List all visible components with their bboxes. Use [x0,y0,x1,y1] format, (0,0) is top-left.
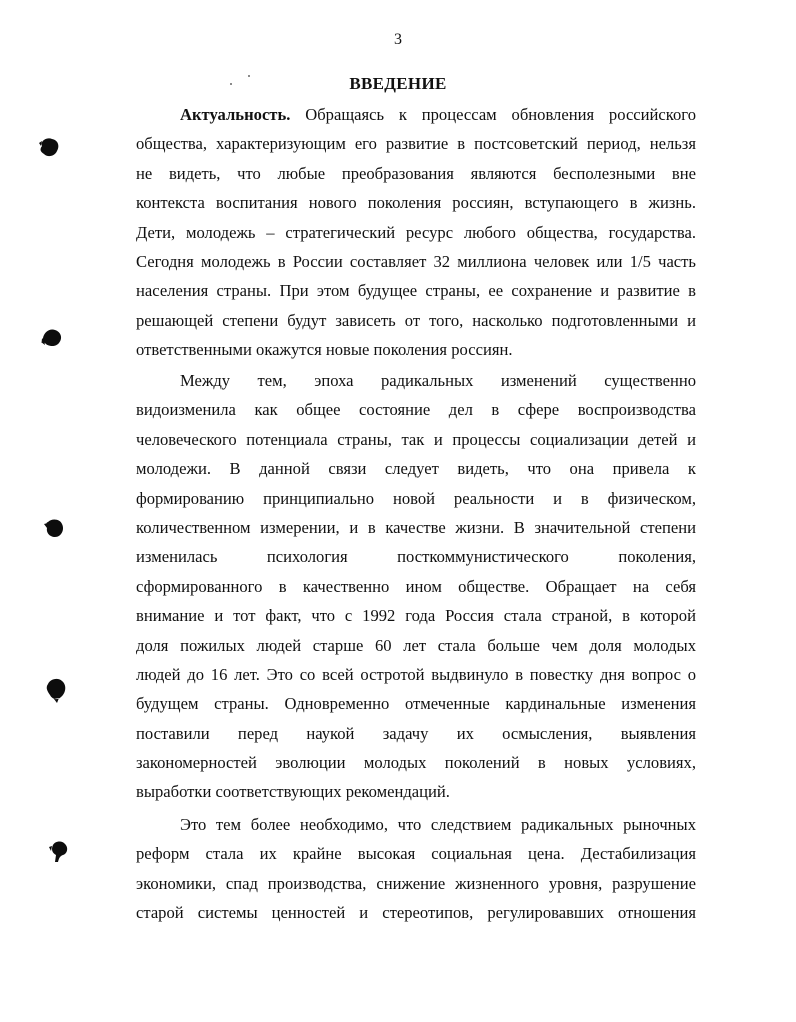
paragraph-line: ответственными окажутся новые поколения россиян. [136,340,513,360]
paragraph-line: населения страны. При этом будущее страны, ее сохранение и развитие в [136,281,696,301]
paragraph-line: реформ стала их крайне высокая социальная цена. Дестабилизация [136,844,696,864]
paragraph-line: внимание и тот факт, что с 1992 года Россия стала страной, в которой [136,606,696,626]
paragraph-line: Сегодня молодежь в России составляет 32 миллиона человек или 1/5 часть [136,251,696,271]
punch-hole-mark [40,514,68,542]
paragraph-line: будущем страны. Одновременно отмеченные кардинальные изменения [136,694,696,714]
scan-speck [230,83,232,85]
paragraph-line: видоизменила как общее состояние дел в сфере воспроизводства [136,400,696,420]
paragraph-line: общества, характеризующим его развитие в постсоветский период, нельзя [136,134,696,154]
page-title: ВВЕДЕНИЕ [349,74,447,93]
punch-hole-mark [38,324,66,352]
paragraph-line: экономики, спад производства, снижение жизненного уровня, разрушение [136,873,696,893]
paragraph-2 [136,366,696,807]
paragraph-line: Это тем более необходимо, что следствием радикальных рыночных [180,815,696,834]
paragraph-line: Между тем, эпоха радикальных изменений существенно [180,371,696,390]
paragraph-line: Дети, молодежь – стратегический ресурс любого общества, государства. [136,222,696,242]
paragraph-line: решающей степени будут зависеть от того, насколько подготовленными и [136,310,696,330]
punch-hole-mark [36,134,64,162]
paragraph-line: количественном измерении, и в качестве жизни. В значительной степени [136,517,696,537]
paragraph-1 [136,100,696,365]
paragraph-line: сформированного в качественно ином обществе. Обращает на себя [136,576,696,596]
paragraph-line: старой системы ценностей и стереотипов, регулировавших отношения [136,903,696,923]
paragraph-line: контекста воспитания нового поколения россиян, вступающего в жизнь. [136,193,696,213]
paragraph-line: закономерностей эволюции молодых поколений в новых условиях, [136,753,696,773]
scan-speck [248,75,250,77]
paragraph-3 [136,810,696,928]
paragraph-line: доля пожилых людей старше 60 лет стала больше чем доля молодых [136,635,696,655]
paragraph-line: формированию принципиально новой реальности и в физическом, [136,488,696,508]
paragraph-line: человеческого потенциала страны, так и процессы социализации детей и [136,429,696,449]
paragraph-line: поставили перед наукой задачу их осмысления, выявления [136,723,696,743]
paragraph-line: изменилась психология посткоммунистического поколения, [136,547,696,567]
paragraph-line: людей до 16 лет. Это со всей остротой выдвинуло в повестку дня вопрос о [136,664,696,684]
paragraph-line: не видеть, что любые преобразования являются бесполезными вне [136,163,696,183]
paragraph-line: Актуальность. Обращаясь к процессам обновления российского [180,105,696,124]
punch-hole-mark [42,674,70,704]
paragraph-line: выработки соответствующих рекомендаций. [136,782,450,802]
page-number: 3 [394,31,402,48]
paragraph-line: молодежи. В данной связи следует видеть, что она привела к [136,459,696,479]
punch-hole-mark [46,836,72,866]
section-lead: Актуальность. [180,105,291,124]
